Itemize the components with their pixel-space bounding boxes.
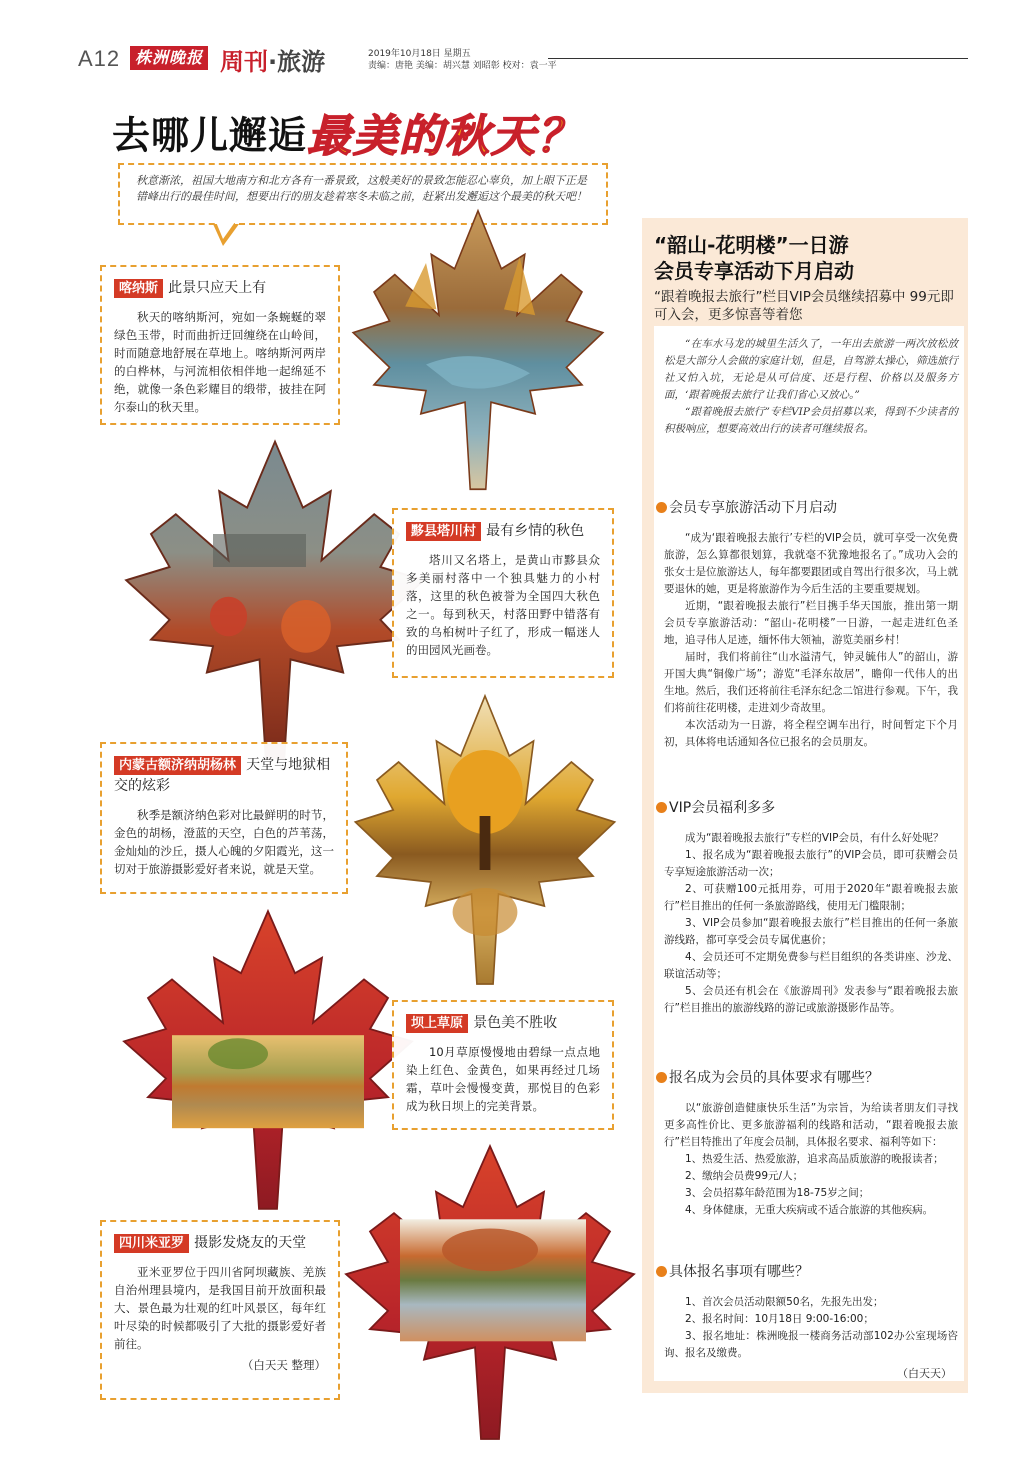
bullet-dot-icon	[656, 1266, 667, 1277]
page-header	[78, 40, 968, 80]
section-name: 旅游	[277, 48, 326, 76]
paragraph: “成为‘跟着晚报去旅行’专栏的VIP会员，就可享受一次免费旅游，怎么算都很划算，我就毫不犹豫地报名了。”成功入会的张女士是位旅游达人，每年都要跟团或自驾出行很多次，马上就要退休的她，更是将旅游作为今后生活的主要重要规划。	[664, 532, 958, 595]
section-heading-benefits	[656, 798, 775, 818]
section-heading-text: 报名成为会员的具体要求有哪些？	[669, 1070, 879, 1086]
ejina-title: 天堂与地狱相交的炫彩	[114, 757, 331, 794]
miyaluo-body: 亚米亚罗位于四川省阿坝藏族、羌族自治州理县境内，是我国目前开放面积最大、景色最为壮观的红叶风景区，每年红叶尽染的时候都吸引了大批的摄影爱好者前往。	[114, 1265, 326, 1351]
section-heading-activity	[656, 498, 837, 518]
bashang-card	[392, 1000, 614, 1130]
headline-part1: 去哪儿邂逅	[112, 113, 308, 158]
bashang-tag: 坝上草原	[406, 1014, 468, 1033]
miyaluo-credit: （白天天 整理）	[241, 1358, 326, 1372]
membership-panel	[642, 218, 968, 1393]
paragraph: 成为“跟着晚报去旅行”专栏的VIP会员，有什么好处呢？	[685, 832, 944, 844]
section-body-activity	[664, 530, 958, 751]
paragraph: 1、热爱生活、热爱旅游，追求高品质旅游的晚报读者；	[685, 1153, 944, 1165]
panel-title-line1: “韶山-花明楼”一日游	[654, 233, 849, 257]
paragraph: 5、会员还有机会在《旅游周刊》发表参与“跟着晚报去旅行”栏目推出的旅游线路的游记或旅游摄影作品等。	[664, 985, 958, 1014]
paragraph: 届时，我们将前往“山水溢清气，钟灵毓伟人”的韶山，游开国大典“铜像广场”；游览“毛泽东故居”，瞻仰一代伟人的出生地。然后，我们还将前往毛泽东纪念二馆进行参观。下午，我们将前往花明楼，走进刘少奇故里。	[664, 651, 958, 714]
section-heading-signup	[656, 1262, 809, 1282]
page-number: A12	[78, 46, 121, 71]
intro-bubble: 秋意渐浓，祖国大地南方和北方各有一番景致，这般美好的景致怎能忍心辜负，加上眼下正是错峰出行的最佳时间，想要出行的朋友趁着寒冬未临之前，赶紧出发邂逅这个最美的秋天吧！	[118, 163, 608, 225]
editor-line: 责编：唐艳 美编：胡兴慧 刘昭彰 校对：袁一平	[368, 61, 557, 71]
tachuan-body: 塔川又名塔上，是黄山市黟县众多美丽村落中一个独具魅力的小村落，这里的秋色被誉为全国四大秋色之一。每到秋天，村落田野中错落有致的乌桕树叶子红了，形成一幅迷人的田园风光画卷。	[406, 553, 600, 657]
section-prefix: 周刊	[220, 48, 268, 76]
header-rule	[548, 58, 968, 59]
newspaper-logo: 株洲晚报	[130, 46, 208, 70]
bashang-body: 10月草原慢慢地由碧绿一点点地染上红色、金黄色，如果再经过几场霜，草叶会慢慢变黄，那悦目的色彩成为秋日坝上的完美背景。	[406, 1045, 600, 1113]
panel-content	[654, 326, 964, 1381]
intro-bubble-tail-inner	[216, 222, 235, 239]
section-heading-requirements	[656, 1068, 879, 1088]
paragraph: 以“旅游创造健康快乐生活”为宗旨，为给读者朋友们寻找更多高性价比、更多旅游福利的线路和活动，“跟着晚报去旅行”栏目特推出了年度会员制，具体报名要求、福利等如下：	[664, 1102, 958, 1148]
paragraph: 3、会员招募年龄范围为18-75岁之间；	[685, 1187, 870, 1199]
section-title	[220, 42, 325, 77]
bullet-dot-icon	[656, 502, 667, 513]
panel-title-line2: 会员专享活动下月启动	[654, 259, 854, 283]
headline-part2: 最美的秋天？	[307, 111, 584, 162]
ejina-card	[100, 742, 348, 894]
kanas-card	[100, 265, 340, 425]
section-dot: ·	[268, 48, 278, 76]
miyaluo-card	[100, 1220, 340, 1400]
paragraph: 1、首次会员活动限额50名，先报先出发；	[685, 1296, 884, 1308]
panel-lead	[664, 336, 958, 438]
tachuan-card	[392, 508, 614, 678]
paragraph: 3、VIP会员参加“跟着晚报去旅行”栏目推出的任何一条旅游线路，都可享受会员专属优惠价；	[664, 917, 958, 946]
kanas-body: 秋天的喀纳斯河，宛如一条蜿蜒的翠绿色玉带，时而曲折迂回缠绕在山岭间，时而随意地舒展在草地上。喀纳斯河两岸的白桦林，与河流相依相伴地一起绵延不绝，就像一条色彩耀目的缎带，披挂在阿尔泰山的秋天里。	[114, 310, 326, 414]
ejina-body: 秋季是额济纳色彩对比最鲜明的时节，金色的胡杨，澄蓝的天空，白色的芦苇荡，金灿灿的沙丘，摄人心魄的夕阳霞光，这一切对于旅游摄影爱好者来说，就是天堂。	[114, 808, 334, 876]
kanas-title: 此景只应天上有	[168, 280, 267, 296]
section-body-signup	[664, 1294, 958, 1362]
section-heading-text: 具体报名事项有哪些？	[669, 1264, 809, 1280]
headline	[112, 100, 583, 160]
paragraph: 1、报名成为“跟着晚报去旅行”的VIP会员，即可获赠会员专享短途旅游活动一次；	[664, 849, 958, 878]
section-heading-text: VIP会员福利多多	[669, 800, 776, 816]
section-body-requirements	[664, 1100, 958, 1219]
paragraph: 4、身体健康，无重大疾病或不适合旅游的其他疾病。	[685, 1204, 934, 1216]
bullet-dot-icon	[656, 1072, 667, 1083]
paragraph: 2、缴纳会员费99元/人；	[685, 1170, 804, 1182]
tachuan-tag: 黟县塔川村	[406, 522, 481, 541]
panel-subtitle: “跟着晚报去旅行”栏目VIP会员继续招募中 99元即可入会，更多惊喜等着您	[654, 289, 954, 323]
kanas-tag: 喀纳斯	[114, 279, 163, 298]
ejina-tag: 内蒙古额济纳胡杨林	[114, 756, 241, 775]
lead-paragraph: “在车水马龙的城里生活久了，一年出去旅游一两次放松放松是大部分人会做的家庭计划，但是，自驾游太操心，筛选旅行社又怕入坑，无论是从可信度、还是行程、价格以及服务方面，‘跟着晚报去旅行’让我们省心又放心。”	[664, 338, 958, 401]
panel-title	[654, 232, 960, 284]
miyaluo-tag: 四川米亚罗	[114, 1234, 189, 1253]
section-body-benefits	[664, 830, 958, 1017]
paragraph: 4、会员还可不定期免费参与栏目组织的各类讲座、沙龙、联谊活动等；	[664, 951, 958, 980]
bullet-dot-icon	[656, 802, 667, 813]
date-line: 2019年10月18日 星期五	[368, 49, 471, 59]
tachuan-title: 最有乡情的秋色	[486, 523, 585, 539]
paragraph: 2、可获赠100元抵用券，可用于2020年“跟着晚报去旅行”栏目推出的任何一条旅游路线，使用无门槛限制；	[664, 883, 958, 912]
panel-credit: （白天天）	[897, 1367, 952, 1380]
miyaluo-leaf-photo	[340, 1140, 640, 1445]
paragraph: 2、报名时间：10月18日 9:00-16:00；	[685, 1313, 874, 1325]
miyaluo-title: 摄影发烧友的天堂	[194, 1235, 307, 1251]
paragraph: 3、报名地址：株洲晚报一楼商务活动部102办公室现场咨询、报名及缴费。	[664, 1330, 958, 1359]
section-heading-text: 会员专享旅游活动下月启动	[669, 500, 837, 516]
header-meta	[368, 48, 557, 72]
paragraph: 近期，“跟着晚报去旅行”栏目携手华天国旅，推出第一期会员专享旅游活动：“韶山-花明楼”一日游，一起走进红色圣地，追寻伟人足迹，缅怀伟大领袖，游览美丽乡村！	[664, 600, 958, 646]
lead-paragraph: “跟着晚报去旅行”专栏VIP会员招募以来，得到不少读者的积极响应，想要高效出行的读者可继续报名。	[664, 406, 958, 435]
bashang-title: 景色美不胜收	[473, 1015, 558, 1031]
paragraph: 本次活动为一日游，将全程空调车出行，时间暂定下个月初，具体将电话通知各位已报名的会员朋友。	[664, 719, 958, 748]
